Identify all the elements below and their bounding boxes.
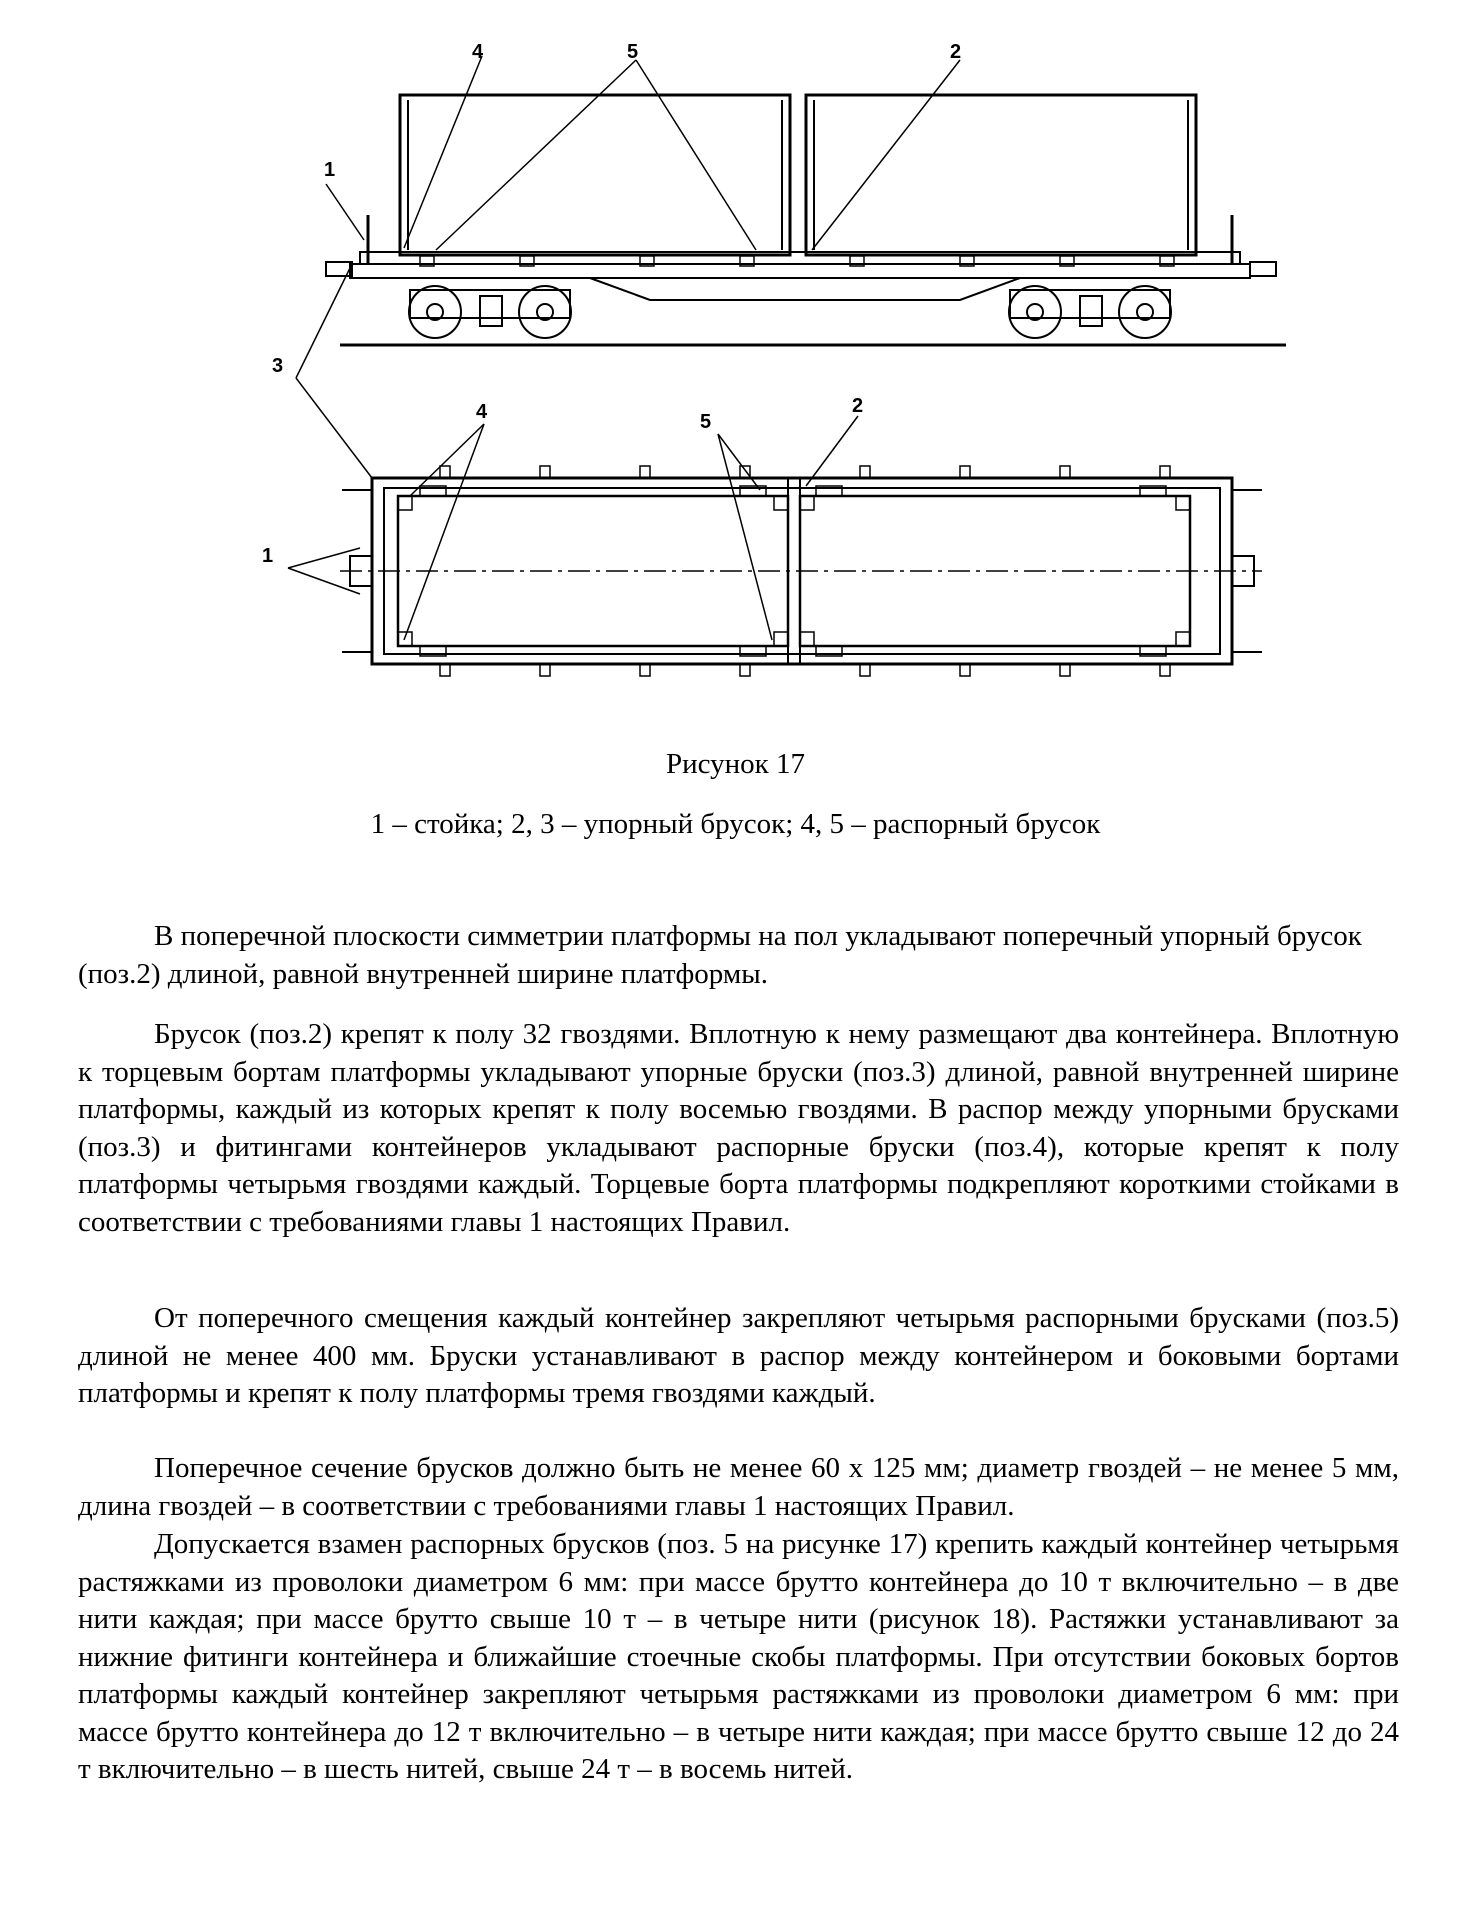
callout-1-top: 1 xyxy=(324,159,336,181)
paragraph-5: Допускается взамен распорных брусков (поз. 5 на рисунке 17) крепить каждый контейнер четырьмя растяжками из проволоки диаметром 6 мм: при массе брутто контейнера до 10 т включительно – в две нити каждая; при массе брутто свыше 10 т – в четыре нити (рисунок 18). Растяжки устанавливают за нижние фитинги контейнера и ближайшие стоечные скобы платформы. При отсутствии боковых бортов платформы каждый контейнер закрепляют четырьмя растяжками из проволоки диаметром 6 мм: при массе брутто контейнера до 12 т включительно – в четыре нити каждая; при массе брутто свыше 12 до 24 т включительно – в шесть нитей, свыше 24 т – в восемь нитей. xyxy=(78,1528,1399,1785)
figure-caption-legend: 1 – стойка; 2, 3 – упорный брусок; 4, 5 – распорный брусок xyxy=(370,808,1101,840)
paragraph-4: Поперечное сечение брусков должно быть не менее 60 х 125 мм; диаметр гвоздей – не менее 5 мм, длина гвоздей – в соответствии с требованиями главы 1 настоящих Правил. xyxy=(78,1452,1399,1522)
container-right xyxy=(806,95,1196,255)
bogie-left xyxy=(409,286,571,338)
figure-caption-title: Рисунок 17 xyxy=(666,748,805,780)
callout-2-plan: 2 xyxy=(852,395,864,417)
paragraph-3: От поперечного смещения каждый контейнер закрепляют четырьмя распорными брусками (поз.5) длиной не менее 400 мм. Бруски устанавливают в распор между контейнером и боковыми бортами платформы и крепят к полу платформы тремя гвоздями каждый. xyxy=(78,1302,1399,1409)
callout-5-plan: 5 xyxy=(700,411,712,433)
callout-2-top: 2 xyxy=(950,41,962,63)
plan-view xyxy=(262,395,1262,676)
paragraph-2: Брусок (поз.2) крепят к полу 32 гвоздями. Вплотную к нему размещают два контейнера. Вплотную к торцевым бортам платформы укладывают упорные бруски (поз.3) длиной, равной внутренней ширине платформы, каждый из которых крепят к полу восемью гвоздями. В распор между упорными брусками (поз.3) и фитингами контейнеров укладывают распорные бруски (поз.4), которые крепят к полу платформы четырьмя гвоздями каждый. Торцевые борта платформы подкрепляют короткими стойками в соответствии с требованиями главы 1 настоящих Правил. xyxy=(78,1018,1399,1238)
callout-3: 3 xyxy=(272,355,284,377)
callout-4-plan: 4 xyxy=(476,401,488,423)
callout-1-plan: 1 xyxy=(262,545,274,567)
bogie-right xyxy=(1009,286,1171,338)
callout-5-top: 5 xyxy=(627,41,639,63)
container-left xyxy=(400,95,790,255)
paragraph-1: В поперечной плоскости симметрии платформы на пол укладывают поперечный упорный брусок (поз.2) длиной, равной внутренней ширине платформы. xyxy=(78,920,1362,990)
side-view xyxy=(272,41,1286,478)
figure-17-drawing xyxy=(0,0,1471,720)
callout-4-top: 4 xyxy=(472,41,484,63)
